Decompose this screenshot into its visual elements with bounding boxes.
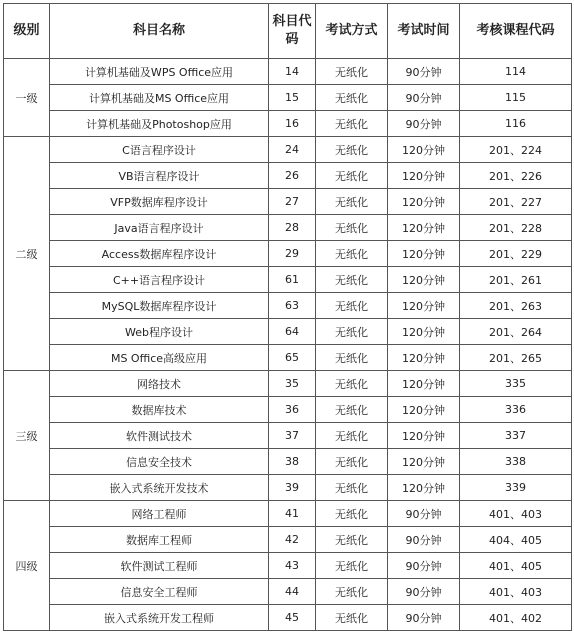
exam-time-cell: 90分钟: [388, 527, 460, 553]
table-row: [4, 449, 572, 475]
subject-code-cell: 64: [269, 319, 316, 345]
subject-code-cell: 44: [269, 579, 316, 605]
table-row: [4, 501, 572, 527]
subject-code-cell: 61: [269, 267, 316, 293]
subject-name-cell: 数据库技术: [50, 397, 269, 423]
exam-method-cell: 无纸化: [316, 59, 388, 85]
exam-method-cell: 无纸化: [316, 85, 388, 111]
subject-code-cell: 28: [269, 215, 316, 241]
level-cell: 二级: [4, 137, 50, 371]
header-subject-code: 科目代码: [269, 4, 316, 59]
exam-time-cell: 120分钟: [388, 423, 460, 449]
table-header: [4, 4, 572, 59]
header-level: 级别: [4, 4, 50, 59]
exam-method-cell: 无纸化: [316, 241, 388, 267]
subject-name-cell: Web程序设计: [50, 319, 269, 345]
subject-name-cell: 网络技术: [50, 371, 269, 397]
subject-code-cell: 35: [269, 371, 316, 397]
exam-time-cell: 90分钟: [388, 579, 460, 605]
table-row: [4, 553, 572, 579]
exam-time-cell: 120分钟: [388, 475, 460, 501]
table-row: [4, 319, 572, 345]
exam-time-cell: 120分钟: [388, 293, 460, 319]
exam-method-cell: 无纸化: [316, 189, 388, 215]
subject-code-cell: 42: [269, 527, 316, 553]
exam-method-cell: 无纸化: [316, 137, 388, 163]
table-row: [4, 293, 572, 319]
subject-code-cell: 14: [269, 59, 316, 85]
exam-time-cell: 90分钟: [388, 605, 460, 631]
header-assessment-codes: 考核课程代码: [460, 4, 572, 59]
exam-time-cell: 120分钟: [388, 267, 460, 293]
subject-name-cell: 信息安全技术: [50, 449, 269, 475]
assessment-codes-cell: 338: [460, 449, 572, 475]
assessment-codes-cell: 201、224: [460, 137, 572, 163]
subject-code-cell: 26: [269, 163, 316, 189]
table-row: [4, 59, 572, 85]
exam-method-cell: 无纸化: [316, 163, 388, 189]
assessment-codes-cell: 201、265: [460, 345, 572, 371]
table-row: [4, 345, 572, 371]
subject-code-cell: 16: [269, 111, 316, 137]
subject-name-cell: 软件测试工程师: [50, 553, 269, 579]
assessment-codes-cell: 339: [460, 475, 572, 501]
table-row: [4, 605, 572, 631]
exam-time-cell: 120分钟: [388, 319, 460, 345]
exam-time-cell: 120分钟: [388, 163, 460, 189]
exam-method-cell: 无纸化: [316, 319, 388, 345]
subject-code-cell: 63: [269, 293, 316, 319]
subject-code-cell: 45: [269, 605, 316, 631]
level-cell: 三级: [4, 371, 50, 501]
exam-method-cell: 无纸化: [316, 527, 388, 553]
table-row: [4, 475, 572, 501]
table-row: [4, 215, 572, 241]
table-row: [4, 371, 572, 397]
assessment-codes-cell: 401、403: [460, 501, 572, 527]
subject-name-cell: 计算机基础及Photoshop应用: [50, 111, 269, 137]
assessment-codes-cell: 114: [460, 59, 572, 85]
subject-name-cell: VB语言程序设计: [50, 163, 269, 189]
assessment-codes-cell: 404、405: [460, 527, 572, 553]
subject-name-cell: C++语言程序设计: [50, 267, 269, 293]
exam-time-cell: 120分钟: [388, 397, 460, 423]
subject-code-cell: 15: [269, 85, 316, 111]
subject-name-cell: 嵌入式系统开发工程师: [50, 605, 269, 631]
table-row: [4, 111, 572, 137]
exam-method-cell: 无纸化: [316, 501, 388, 527]
exam-method-cell: 无纸化: [316, 345, 388, 371]
header-subject-name: 科目名称: [50, 4, 269, 59]
table-row: [4, 423, 572, 449]
exam-time-cell: 90分钟: [388, 59, 460, 85]
assessment-codes-cell: 335: [460, 371, 572, 397]
exam-time-cell: 120分钟: [388, 215, 460, 241]
exam-method-cell: 无纸化: [316, 267, 388, 293]
subject-name-cell: MS Office高级应用: [50, 345, 269, 371]
assessment-codes-cell: 201、261: [460, 267, 572, 293]
level-cell: 四级: [4, 501, 50, 631]
exam-method-cell: 无纸化: [316, 475, 388, 501]
table-row: [4, 163, 572, 189]
exam-method-cell: 无纸化: [316, 553, 388, 579]
exam-time-cell: 90分钟: [388, 111, 460, 137]
table-row: [4, 267, 572, 293]
table-row: [4, 137, 572, 163]
assessment-codes-cell: 401、405: [460, 553, 572, 579]
exam-method-cell: 无纸化: [316, 215, 388, 241]
table-row: [4, 527, 572, 553]
exam-method-cell: 无纸化: [316, 293, 388, 319]
subject-name-cell: Access数据库程序设计: [50, 241, 269, 267]
assessment-codes-cell: 115: [460, 85, 572, 111]
subject-code-cell: 41: [269, 501, 316, 527]
exam-time-cell: 90分钟: [388, 501, 460, 527]
assessment-codes-cell: 201、228: [460, 215, 572, 241]
header-exam-time: 考试时间: [388, 4, 460, 59]
subject-name-cell: 计算机基础及MS Office应用: [50, 85, 269, 111]
subject-name-cell: 软件测试技术: [50, 423, 269, 449]
assessment-codes-cell: 201、264: [460, 319, 572, 345]
subject-code-cell: 38: [269, 449, 316, 475]
assessment-codes-cell: 336: [460, 397, 572, 423]
exam-time-cell: 90分钟: [388, 85, 460, 111]
subject-code-cell: 37: [269, 423, 316, 449]
exam-method-cell: 无纸化: [316, 579, 388, 605]
assessment-codes-cell: 201、229: [460, 241, 572, 267]
assessment-codes-cell: 116: [460, 111, 572, 137]
subject-code-cell: 65: [269, 345, 316, 371]
exam-method-cell: 无纸化: [316, 111, 388, 137]
subject-name-cell: VFP数据库程序设计: [50, 189, 269, 215]
subject-code-cell: 39: [269, 475, 316, 501]
subject-code-cell: 24: [269, 137, 316, 163]
subject-name-cell: 网络工程师: [50, 501, 269, 527]
exam-method-cell: 无纸化: [316, 449, 388, 475]
assessment-codes-cell: 401、403: [460, 579, 572, 605]
header-exam-method: 考试方式: [316, 4, 388, 59]
subject-code-cell: 29: [269, 241, 316, 267]
exam-method-cell: 无纸化: [316, 397, 388, 423]
table-row: [4, 579, 572, 605]
subject-name-cell: 嵌入式系统开发技术: [50, 475, 269, 501]
exam-time-cell: 120分钟: [388, 189, 460, 215]
exam-method-cell: 无纸化: [316, 605, 388, 631]
exam-time-cell: 120分钟: [388, 371, 460, 397]
assessment-codes-cell: 201、226: [460, 163, 572, 189]
header-row: [4, 4, 572, 59]
subject-code-cell: 36: [269, 397, 316, 423]
exam-method-cell: 无纸化: [316, 371, 388, 397]
table-row: [4, 85, 572, 111]
assessment-codes-cell: 337: [460, 423, 572, 449]
subject-name-cell: C语言程序设计: [50, 137, 269, 163]
level-cell: 一级: [4, 59, 50, 137]
exam-subjects-table: [3, 3, 572, 631]
table-row: [4, 241, 572, 267]
exam-time-cell: 120分钟: [388, 137, 460, 163]
exam-method-cell: 无纸化: [316, 423, 388, 449]
subject-name-cell: Java语言程序设计: [50, 215, 269, 241]
subject-name-cell: 信息安全工程师: [50, 579, 269, 605]
exam-time-cell: 90分钟: [388, 553, 460, 579]
subject-name-cell: 计算机基础及WPS Office应用: [50, 59, 269, 85]
subject-name-cell: MySQL数据库程序设计: [50, 293, 269, 319]
assessment-codes-cell: 201、263: [460, 293, 572, 319]
subject-code-cell: 27: [269, 189, 316, 215]
assessment-codes-cell: 201、227: [460, 189, 572, 215]
assessment-codes-cell: 401、402: [460, 605, 572, 631]
subject-code-cell: 43: [269, 553, 316, 579]
table-row: [4, 189, 572, 215]
exam-time-cell: 120分钟: [388, 449, 460, 475]
table-body: [4, 59, 572, 631]
exam-time-cell: 120分钟: [388, 345, 460, 371]
exam-time-cell: 120分钟: [388, 241, 460, 267]
table-row: [4, 397, 572, 423]
subject-name-cell: 数据库工程师: [50, 527, 269, 553]
